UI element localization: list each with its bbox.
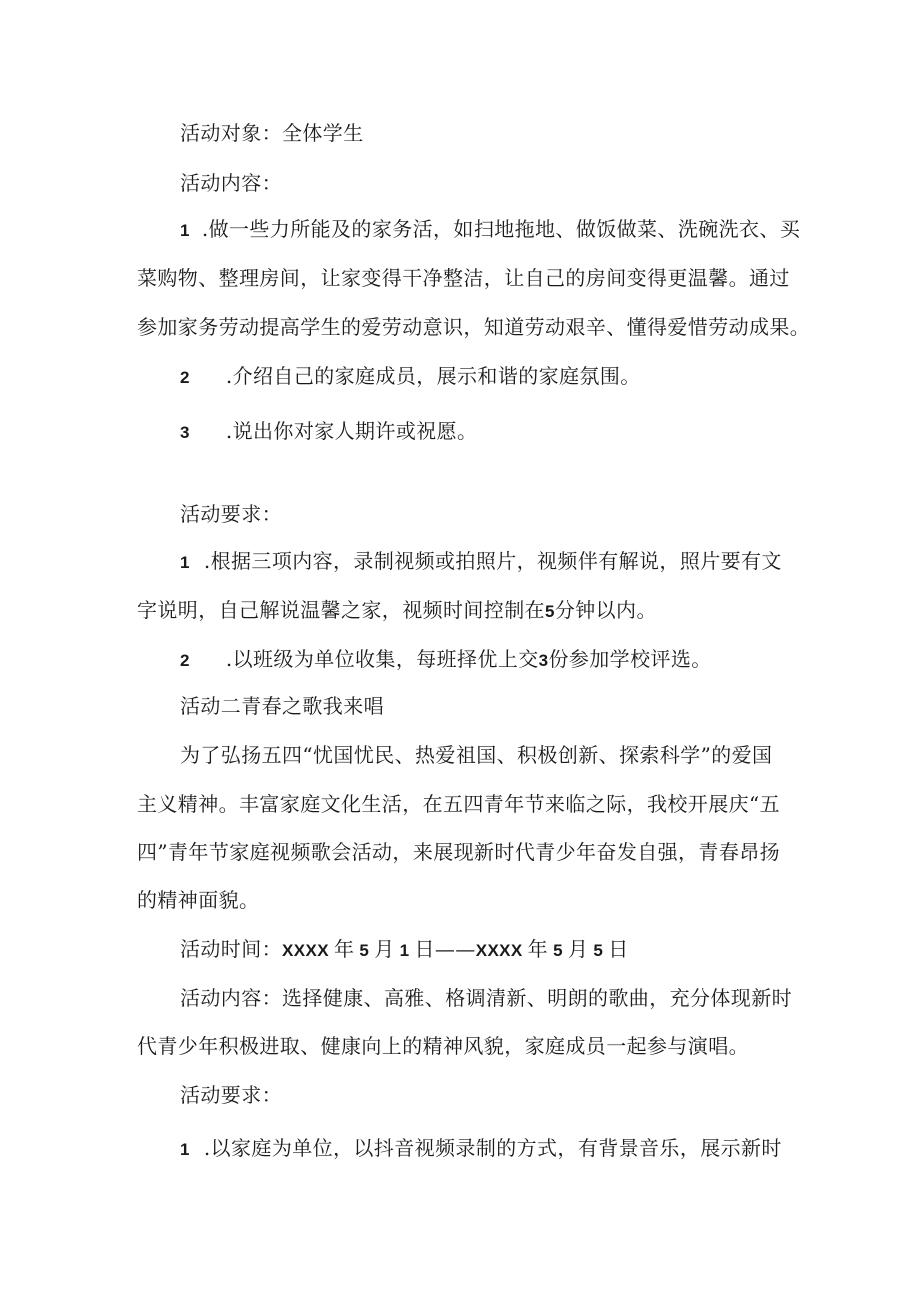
start-day: 1	[399, 941, 410, 960]
req-2-line	[180, 645, 712, 675]
req-1-number: 1	[180, 553, 190, 572]
req-1-line-2	[137, 596, 657, 626]
req-1-text-b: 分钟以内。	[554, 598, 657, 622]
requirements-heading-1: 活动要求：	[180, 502, 282, 526]
target-line: 活动对象：全体学生	[180, 121, 364, 145]
item-3-text: .说出你对家人期许或祝愿。	[225, 419, 478, 443]
end-month: 5	[553, 941, 563, 960]
time-label: 活动时间：	[180, 937, 282, 961]
start-year-unit: 年	[333, 937, 355, 961]
req-1-line-1	[180, 547, 782, 577]
end-day: 5	[593, 941, 604, 960]
req-3-number: 1	[180, 1140, 190, 1159]
end-year-unit: 年	[527, 937, 549, 961]
item-1-number: 1	[180, 221, 190, 240]
requirements-heading-2: 活动要求：	[180, 1083, 282, 1107]
req-2-number: 2	[180, 651, 190, 670]
activity-2-title: 活动二青春之歌我来唱	[180, 694, 384, 718]
end-year: XXXX	[475, 941, 523, 960]
activity-2-content-line-1: 活动内容：选择健康、高雅、格调清新、明朗的歌曲，充分体现新时	[180, 986, 792, 1010]
item-3-line	[180, 417, 477, 447]
activity-2-para-line-4: 的精神面貌。	[137, 888, 260, 912]
item-1-line-2: 菜购物、整理房间，让家变得干净整洁，让自己的房间变得更温馨。通过	[137, 266, 790, 290]
end-month-unit: 月	[567, 937, 589, 961]
req-1-text: .根据三项内容，录制视频或拍照片，视频伴有解说，照片要有文	[203, 549, 782, 573]
item-2-number: 2	[180, 368, 190, 387]
req-1-text-a: 字说明，自己解说温馨之家，视频时间控制在	[137, 598, 545, 622]
req-2-text-a: .以班级为单位收集，每班择优上交	[225, 647, 539, 671]
activity-time-line	[180, 935, 629, 965]
item-3-number: 3	[180, 423, 190, 442]
item-1-line-1	[180, 215, 800, 245]
item-1-text: .做一些力所能及的家务活，如扫地拖地、做饭做菜、洗碗洗衣、买	[201, 217, 801, 241]
item-2-line	[180, 362, 641, 392]
req-1-minutes: 5	[545, 602, 555, 621]
req-2-count: 3	[538, 651, 549, 670]
activity-2-para-line-1: 为了弘扬五四“忧国忧民、热爱祖国、积极创新、探索科学”的爱国	[180, 743, 773, 767]
req-3-text: .以家庭为单位，以抖音视频录制的方式，有背景音乐，展示新时	[203, 1136, 782, 1160]
req-2-text-b: 份参加学校评选。	[548, 647, 712, 671]
activity-2-content-line-2: 代青少年积极进取、健康向上的精神风貌，家庭成员一起参与演唱。	[137, 1034, 749, 1058]
content-heading: 活动内容：	[180, 171, 282, 195]
item-1-line-3: 参加家务劳动提高学生的爱劳动意识，知道劳动艰辛、懂得爱惜劳动成果。	[137, 315, 811, 339]
activity-2-para-line-3: 四”青年节家庭视频歌会活动，来展现新时代青少年奋发自强，青春昂扬	[137, 840, 781, 864]
start-month: 5	[359, 941, 370, 960]
start-day-unit: 日——	[414, 937, 476, 961]
start-month-unit: 月	[374, 937, 395, 961]
start-year: XXXX	[282, 941, 329, 960]
req-3-line	[180, 1134, 782, 1164]
end-day-unit: 日	[608, 937, 629, 961]
activity-2-para-line-2: 主义精神。丰富家庭文化生活，在五四青年节来临之际，我校开展庆“五	[137, 792, 781, 816]
item-2-text: .介绍自己的家庭成员，展示和谐的家庭氛围。	[225, 364, 641, 388]
